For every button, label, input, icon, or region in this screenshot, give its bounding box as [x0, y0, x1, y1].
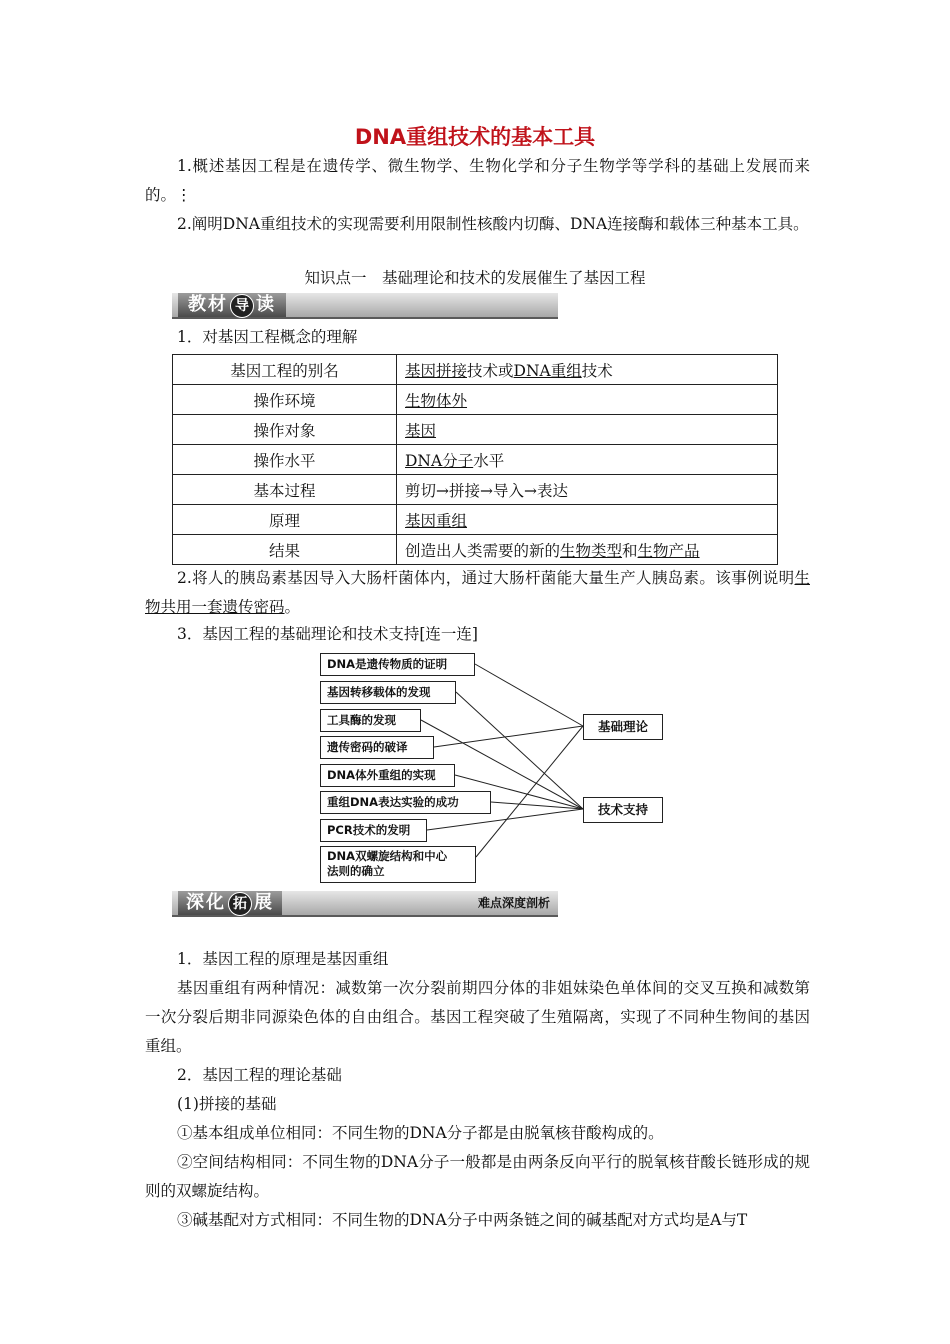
table-value-cell: [397, 415, 778, 445]
objectives: [145, 152, 810, 239]
concept-table: [172, 354, 778, 565]
body-text: [145, 945, 810, 1235]
body-paragraph: 2．基因工程的理论基础: [177, 1066, 342, 1084]
banner-deepening: [172, 891, 558, 915]
body-paragraph: ①基本组成单位相同：不同生物的DNA分子都是由脱氧核苷酸构成的。: [177, 1124, 664, 1142]
table-key-cell: 基因工程的别名: [173, 355, 397, 385]
connection-line: [434, 726, 583, 747]
value-text: 水平: [473, 451, 505, 470]
body-paragraph: 1．基因工程的原理是基因重组: [177, 950, 389, 968]
connection-line: [475, 664, 583, 726]
table-value-cell: [397, 505, 778, 535]
right-item-basic-theory: 基础理论: [583, 714, 663, 740]
q2-answer: 生物共用一套遗传密码: [145, 569, 810, 616]
underlined-answer: 基因拼接: [405, 361, 468, 380]
connection-line: [476, 726, 583, 857]
right-item-technical-support: 技术支持: [583, 797, 663, 823]
underlined-answer: 基因: [405, 421, 437, 440]
banner-textbook-guide: [172, 293, 558, 317]
banner-char: 化: [206, 892, 226, 913]
value-text: 技术或: [467, 361, 514, 380]
body-paragraph: (1)拼接的基础: [177, 1095, 277, 1113]
body-paragraph: ③碱基配对方式相同：不同生物的DNA分子中两条链之间的碱基配对方式均是A与T: [177, 1211, 748, 1229]
table-value-cell: [397, 475, 778, 505]
underlined-answer: 生物类型: [560, 541, 623, 560]
left-item-enzyme-discovery: 工具酶的发现: [320, 709, 421, 732]
banner-circle-char: 拓: [228, 892, 252, 916]
underlined-answer: 生物体外: [405, 391, 468, 410]
knowledge-point-heading: 知识点一 基础理论和技术的发展催生了基因工程: [304, 269, 646, 287]
objective-1: 1.概述基因工程是在遗传学、微生物学、生物化学和分子生物学等学科的基础上发展而来的。⋮: [145, 157, 810, 204]
q2-paragraph: 2.将人的胰岛素基因导入大肠杆菌体内，通过大肠杆菌能大量生产人胰岛素。该事例说明生物共用一套遗传密码。: [145, 569, 810, 616]
table-row: [173, 505, 778, 535]
objective-2: 2.阐明DNA重组技术的实现需要利用限制性核酸内切酶、DNA连接酶和载体三种基本工具。: [177, 215, 809, 233]
table-key-cell: 结果: [173, 535, 397, 565]
table-value-cell: [397, 355, 778, 385]
value-text: 创造出人类需要的新的: [405, 541, 561, 560]
banner-circle-char: 导: [230, 294, 254, 318]
table-value-cell: [397, 445, 778, 475]
left-item-dna-genetic-material: DNA是遗传物质的证明: [320, 653, 475, 676]
left-item-double-helix: DNA双螺旋结构和中心 法则的确立: [320, 846, 476, 883]
banner-char: 读: [256, 294, 276, 315]
banner-char: 材: [208, 294, 228, 315]
q3-title: 3．基因工程的基础理论和技术支持[连一连]: [177, 625, 478, 643]
page-title: DNA重组技术的基本工具: [354, 125, 596, 149]
matching-diagram: [310, 645, 680, 890]
table-value-cell: [397, 535, 778, 565]
body-paragraph: 基因重组有两种情况：减数第一次分裂前期四分体的非姐妹染色单体间的交叉互换和减数第一次分裂后期非同源染色体的自由组合。基因工程突破了生殖隔离，实现了不同种生物间的基因重组。: [145, 979, 810, 1055]
value-text: 技术: [581, 361, 613, 380]
q1-title: 1．对基因工程概念的理解: [177, 328, 358, 346]
table-row: [173, 475, 778, 505]
table-key-cell: 原理: [173, 505, 397, 535]
banner-char: 展: [254, 892, 274, 913]
underlined-answer: 基因重组: [405, 511, 468, 530]
banner-subtitle: 难点深度剖析: [477, 896, 550, 910]
table-row: [173, 385, 778, 415]
table-key-cell: 基本过程: [173, 475, 397, 505]
table-row: [173, 445, 778, 475]
table-key-cell: 操作水平: [173, 445, 397, 475]
table-row: [173, 355, 778, 385]
body-paragraph: ②空间结构相同：不同生物的DNA分子一般都是由两条反向平行的脱氧核苷酸长链形成的规则的双螺旋结构。: [145, 1153, 810, 1200]
value-text: 和: [622, 541, 638, 560]
underlined-answer: DNA重组: [513, 361, 582, 380]
value-text: 剪切→拼接→导入→表达: [405, 481, 568, 500]
left-item-pcr: PCR技术的发明: [320, 819, 427, 842]
table-row: [173, 535, 778, 565]
underlined-answer: DNA分子: [405, 451, 474, 470]
left-item-expression-experiment: 重组DNA表达实验的成功: [320, 791, 491, 814]
banner-char: 深: [186, 892, 206, 913]
left-item-vector-discovery: 基因转移载体的发现: [320, 681, 456, 704]
table-row: [173, 415, 778, 445]
left-item-in-vitro-recombination: DNA体外重组的实现: [320, 764, 455, 787]
table-key-cell: 操作对象: [173, 415, 397, 445]
banner-char: 教: [188, 294, 208, 315]
left-item-genetic-code: 遗传密码的破译: [320, 736, 434, 759]
underlined-answer: 生物产品: [637, 541, 700, 560]
table-key-cell: 操作环境: [173, 385, 397, 415]
table-value-cell: [397, 385, 778, 415]
